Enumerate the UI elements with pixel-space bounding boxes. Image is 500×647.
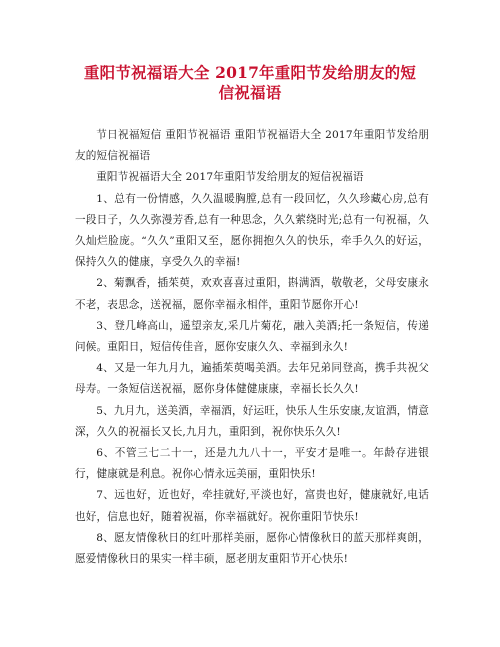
paragraph-blessing-6: 6、不管三七二十一，还是九九八十一，平安才是唯一。年龄存进银行，健康就是利息。祝你心情永远美丽，重阳快乐! — [75, 447, 429, 481]
title-line-1: 重阳节祝福语大全 2017年重阳节发给朋友的短 — [83, 63, 417, 82]
document-body — [75, 125, 429, 570]
document-title — [70, 63, 430, 103]
paragraph-blessing-1: 1、总有一份情感，久久温暖胸膛,总有一段回忆，久久珍藏心房,总有一段日子，久久弥漫芳香,总有一种思念，久久萦绕时光;总有一句祝福，久久灿烂脸庞。“久久”重阳又至，愿你拥抱久久的快乐，牵手久久的好运，保持久久的健康，享受久久的幸福! — [75, 192, 429, 269]
paragraph-blessing-2: 2、菊飘香，插茱萸，欢欢喜喜过重阳，斟满酒，敬敬老，父母安康永不老，表思念，送祝福，愿你幸福永相伴，重阳节愿你开心! — [75, 277, 429, 311]
paragraph-blessing-7: 7、远也好，近也好，牵挂就好,平淡也好，富贵也好，健康就好,电话也好，信息也好，随着祝福，你幸福就好。祝你重阳节快乐! — [75, 489, 429, 523]
paragraph-blessing-5: 5、九月九，送美酒，幸福酒，好运旺，快乐人生乐安康,友谊酒，情意深，久久的祝福长又长,九月九，重阳到，祝你快乐久久! — [75, 404, 429, 438]
title-line-2: 信祝福语 — [218, 83, 282, 102]
paragraph-blessing-3: 3、登几峰高山，遥望亲友,采几片菊花，融入美酒;托一条短信，传递问候。重阳日，短信传佳音，愿你安康久久、幸福到永久! — [75, 319, 429, 354]
paragraph-tags: 节日祝福短信 重阳节祝福语 重阳节祝福语大全 2017年重阳节发给朋友的短信祝福语 — [75, 129, 429, 163]
paragraph-blessing-8: 8、愿友情像秋日的红叶那样美丽，愿你心情像秋日的蓝天那样爽朗，愿爱情像秋日的果实一样丰硕，愿老朋友重阳节开心快乐! — [75, 531, 429, 566]
paragraph-subtitle: 重阳节祝福语大全 2017年重阳节发给朋友的短信祝福语 — [96, 171, 364, 184]
paragraph-blessing-4: 4、又是一年九月九，遍插茱萸喝美酒。去年兄弟同登高，携手共祝父母寿。一条短信送祝福，愿你身体健健康康，幸福长长久久! — [75, 362, 429, 396]
